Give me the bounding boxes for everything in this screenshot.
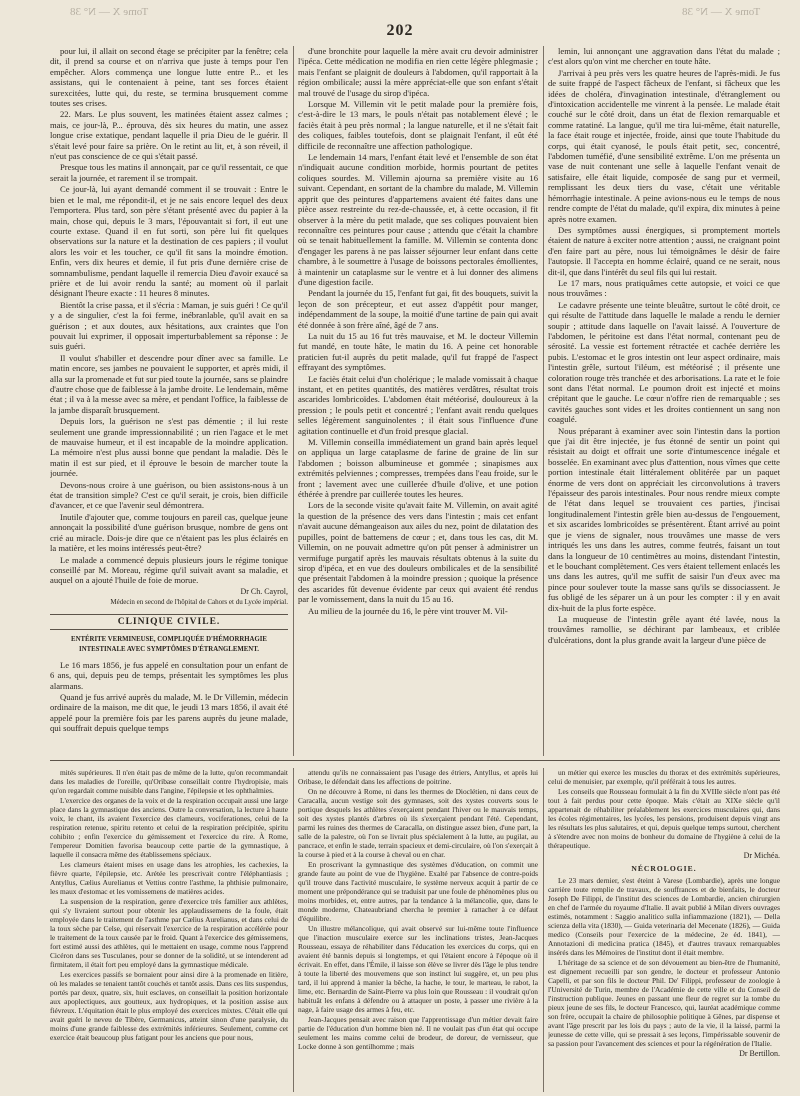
paragraph: Jean-Jacques pensait avec raison que l'apprentissage d'un métier devait faire partie de l'éducation d'un homme bien né. Il ne voulait pas d'un état qui occupe seulement les mains comme celui de brodeur, de doreur, de vernisseur, que Locke donne à son gentilhomme ; mais — [298, 1015, 538, 1051]
paragraph: Il voulut s'habiller et descendre pour dîner avec sa famille. Le matin encore, ses jambes ne pouvaient le supporter, et après midi, il alla sur la promenade et fut sur pied toute la journée, sans se plaindre d'autre chose que de faiblesse à la jambe droite. Le lendemain, même état ; il va à la messe avec sa mère, et pendant l'office, la faiblesse de la jambe disparaît brusquement. — [50, 352, 288, 415]
paragraph: Le faciès était celui d'un cholérique ; le malade vomissait à chaque instant, et en petites quantités, des matières verdâtres, résultat trois ascarides lombricoïdes. L'abdomen était météorisé, douloureux à la pression ; le pouls petit et concentré ; l'enfant avait rendu quelques selles légèrement sanguinolentes ; il était sous l'influence d'une agitation continuelle et d'un froid presque glacial. — [298, 373, 538, 436]
clinic-paragraphs — [50, 660, 288, 734]
section-divider — [50, 760, 780, 761]
paragraph: Nous préparant à examiner avec soin l'intestin dans la portion que j'ai dit être injectée, je fus étonné de sentir un point qui résistait au doigt et offrait une sorte d'intumescence inégale et bosselée. En examinant avec plus d'attention, nous vîmes que cette portion intestinale était littéralement oblitérée par un paquet énorme de vers dont on appréciait les circonvolutions à travers l'épaisseur des parois intestinales. Pour nous rendre mieux compte de l'état dans lequel se trouvaient ces parties, j'incisai longitudinalement l'intestin grêle bien au-dessus de l'engouement, et six ascarides lombricoïdes se présentèrent. Étant arrivé au point que je viens de signaler, nous trouvâmes une masse de vers intriqués les uns dans les autres, comme feutrés, faisant un tout dans la longueur de 10 centimètres au moins, distendant l'intestin, et le bouchant complètement. Ces vers étaient tellement enlacés les uns dans les autres, qu'il me suffit de saisir l'un d'eux avec ma pince pour soulever toute la masse sans qu'ils se dissociassent. Je fus obligé de les séparer un à un pour les compter : il y en avait dix-huit de la plus forte espèce. — [548, 425, 780, 613]
paragraph: Depuis lors, la guérison ne s'est pas démentie ; il lui reste seulement une grande impressionnabilité ; un rien l'agace et le met de mauvaise humeur, et il est incapable de la moindre application. La mémoire n'est plus aussi bonne que pendant la maladie. Dès le matin il est sur pied, et il éprouve le besoin de marcher toute la journée. — [50, 416, 288, 479]
lower-column-1 — [50, 768, 288, 1092]
column-divider — [543, 768, 544, 1092]
show-through-header-left: Tome X — N° 38 — [70, 6, 149, 18]
paragraph: Inutile d'ajouter que, comme toujours en pareil cas, quelque jeune annonçait la possibilité d'une guérison brusque, nombre de gens ont crié au miracle. Dois-je dire que ce n'étaient pas les plus éclairés en la matière, et les moins intéressés peut-être? — [50, 511, 288, 554]
obituary-paragraphs — [548, 876, 780, 1048]
page-number: 202 — [386, 22, 414, 39]
paragraph: pour lui, il allait on second étage se précipiter par la fenêtre; cela dit, il prend sa course et on n'arriva que juste à temps pour l'en empêcher. Alors commença une longue lutte entre P... et les assistans, qui le contenaient à peine, tant ses forces étaient surexcitées, lutte qui, du reste, se termina brusquement comme toutes ses crises. — [50, 46, 288, 109]
lower-column-2-paragraphs — [298, 768, 538, 1051]
paragraph: Un illustre mélancolique, qui avait observé sur lui-même toute l'influence que l'inaction musculaire exerce sur les inclinations tristes, Jean-Jacques Rousseau, essaya de réhabiliter dans l'éducation les exercices du corps, qui en avaient été bannis depuis si longtemps, et qui l'étaient encore à l'époque où il écrivait. En effet, dans l'Émile, il laisse son élève se livrer dès l'âge le plus tendre à toute la liberté des mouvemens que son instinct lui suggère, et, un peu plus tard, il lui apprend à manier la bêche, la hache, le tour, le marteau, le rabot, la lime, etc. Bernardin de Saint-Pierre va plus loin que Rousseau : il voudrait qu'on habituât les enfans à défendre ou à attaquer un poste, à passer une rivière à la nage, à faire usage des armes à feu, etc. — [298, 924, 538, 1014]
paragraph: Le 17 mars, nous pratiquâmes cette autopsie, et voici ce que nous trouvâmes : — [548, 277, 780, 299]
lower-column-1-paragraphs — [50, 768, 288, 1042]
paragraph: Lors de la seconde visite qu'avait faite M. Villemin, on avait agité la question de la présence des vers dans l'intestin ; mais cet enfant n'avait aucune démangeaison aux ailes du nez, point de dilatation des pupilles, point de battemens de cœur ; et, dans tous les cas, dit M. Villemin, on ne pouvait admettre qu'on pût penser à administrer un vermifuge purgatif après les mauvais résultats obtenus à la suite du sirop d'ipéca, et en vue des douleurs ombilicales et de la sensibilité que présentait l'abdomen à la moindre pression ; quoique la présence des ascarides fût devenue évidente par ceux qui avaient été rendus par le vomissement, dans la nuit du 15 au 16. — [298, 500, 538, 605]
obituary-signature: Dr Bertillon. — [739, 1049, 780, 1058]
paragraph: La suspension de la respiration, genre d'exercice très familier aux athlètes, qui s'y livraient surtout pour obtenir les applaudissemens de la foule, était employée dans le traitement de l'asthme par Cælius Aurelianus, et dans celui de la toux sèche par Celse, qui réservait l'exercice de la respiration accélérée pour le traitement de la toux causée par le froid. Quant à l'exercice des gémissemens, fort estimé aussi des athlètes, qui le mettaient en usage, comme nous l'apprend Cicéron dans ses Tusculanes, pour se donner de la solidité, ut se intenderent ad firmitatem, il était fort peu employé dans la gymnastique médicale. — [50, 897, 288, 969]
column-1-paragraphs — [50, 46, 288, 586]
paragraph: Le 23 mars dernier, s'est éteint à Varese (Lombardie), après une longue carrière toute remplie de travaux, de souffrances et de bienfaits, le docteur Joseph De Filippi, de l'institut des sciences de Lombardie, ancien chirurgien en chef de l'armée du royaume d'Italie. Il avait publié à Milan divers ouvrages estimés, notamment : Saggio analitico sulla infiammazione (1821), — Della scienza della vita (1830), — Guida veterinaria del Mecenate (1826), — Guida medico (Conseils pour l'exercice de la médecine, 2e éd. 1841), — Annotazioni di medicina pratica (1845), et d'autres travaux remarquables insérés dans les Mémoires de l'institut dont il était membre. — [548, 876, 780, 957]
section-subtitle: ENTÉRITE VERMINEUSE, COMPLIQUÉE D'HÉMORRHAGIE INTESTINALE AVEC SYMPTÔMES D'ÉTRANGLEMENT. — [71, 635, 267, 654]
signature-title: Médecin en second de l'hôpital de Cahors et du Lycée impérial. — [110, 598, 288, 607]
paragraph: M. Villemin conseilla immédiatement un grand bain après lequel on appliqua un large cataplasme de farine de graine de lin sur l'abdomen ; boisson albumineuse et gommée ; sinapismes aux extrémités pelviennes ; compresses, trempées dans l'eau froide, sur le front ; lavement avec une cuillerée d'huile d'olive, et une potion éthérée à prendre par cuillerée toutes les heures. — [298, 437, 538, 500]
paragraph: un métier qui exerce les muscles du thorax et des extrémités supérieures, celui de menuisier, par exemple, qu'il préférait à tous les autres. — [548, 768, 780, 786]
column-3 — [548, 46, 780, 756]
paragraph: Ce jour-là, lui ayant demandé comment il se trouvait : Entre le bien et le mal, me répondit-il, et je ne sais encore lequel des deux l'emportera. Plus tard, son père s'étant présenté avec du papier à la main, chose qui, depuis le 3 mars, l'épouvantait si fort, il eut une courte extase. Quand il en fut sorti, son père lui fit quelques observations sur la nature et la destination de ces papiers ; il voulut alors les voir et les toucher, ce qu'il fit sans la moindre émotion. Enfin, vers dix heures et demie, il fut pris d'une dernière crise de somnambulisme, pendant laquelle il remercia Dieu d'avoir exaucé sa prière et de lui avoir rendu la santé; au moment où il parlait désignant l'heure exacte : 11 heures 8 minutes. — [50, 184, 288, 299]
lower-column-3 — [548, 768, 780, 1092]
paragraph: L'exercice des organes de la voix et de la respiration occupait aussi une large place dans la gymnastique des anciens. Outre la conversation, la lecture à haute voix, le chant, ils avaient l'exercice des clameurs, vociferationes, celui de la respiration retenue, spiritu retento et celui de la respiration précipitée, spiritu cohibito ; enfin l'exercice du gémissement et l'exercice du rire. À Rome, l'empereur Domitien favorisa beaucoup cette partie de la gymnastique, à laquelle il consacra même des établissemens spéciaux. — [50, 796, 288, 859]
paragraph: Bientôt la crise passa, et il s'écria : Maman, je suis guéri ! Ce qu'il y a de singulier, c'est la foi ferme, inébranlable, qu'il avait en sa guérison ; et aux doutes, aux hésitations, aux craintes que l'on pouvait lui exprimer, il opposait imperturbablement sa réponse : Je suis guéri. — [50, 299, 288, 352]
paragraph: La muqueuse de l'intestin grêle ayant été lavée, nous la trouvâmes ramollie, se déchirant par lambeaux, et criblée d'ulcérations, dont la plus grande avait la largeur d'une pièce de — [548, 613, 780, 645]
paragraph: Le cadavre présente une teinte bleuâtre, surtout le côté droit, ce qui résulte de l'attitude dans laquelle le malade a rendu le dernier soupir ; attitude dans laquelle on l'avait laissé. A l'ouverture de l'abdomen, le péritoine est dans l'état normal, contenant peu de sérosité. La vessie est fortement rétractée et cachée derrière les pubis. L'estomac et le gros intestin ont leur aspect ordinaire, mais l'intestin grêle, surtout l'iléum, est météorisé ; il présente une coloration rouge très tranchée et des arborisations. La rate et le foie sont dans l'état normal. Le poumon droit est injecté et moins crépitant que le gauche. Le cœur n'offre rien de remarquable ; ses cavités gauches sont vides et les droites contiennent un sang non coagulé. — [548, 299, 780, 425]
signature-name: Dr Ch. Cayrol, — [240, 586, 288, 596]
paragraph: Les clameurs étaient mises en usage dans les atrophies, les cachexies, la fièvre quarte, l'épilepsie, etc. Arétée les prescrivait contre l'éléphantiasis ; Antyllus, Cælius Aurelianus et Vettius contre l'asthme, la phthisie pulmonaire, les maux d'estomac et les vomissemens de matières acides. — [50, 860, 288, 896]
paragraph: d'une bronchite pour laquelle la mère avait cru devoir administrer l'ipéca. Cette médication ne modifia en rien cette légère phlegmasie ; mais l'enfant se plaignit de douleurs à l'abdomen, qu'il rapportait à la région ombilicale; aussi la mère appréciat-elle que son enfant s'était mal trouvé de l'usage du sirop d'ipéca. — [298, 46, 538, 98]
paragraph: En proscrivant la gymnastique des systèmes d'éducation, on commit une grande faute au point de vue de l'hygiène. Exalté par l'absence de contre-poids qu'il trouve dans l'activité musculaire, le système nerveux acquit à partir de ce moment une prépondérance qui se traduisit par une foule de phénomènes plus ou moins morbides, et, entre autres, par la tendance à la mélancolie, que, dans le monde moderne, Chateaubriand chercha le premier à rattacher à ce défaut d'équilibre. — [298, 860, 538, 923]
paragraph: 22. Mars. Le plus souvent, les matinées étaient assez calmes ; mais, ce jour-là, P... éprouva, dès six heures du matin, une assez longue crise extatique, pendant laquelle il pria Dieu de le guérir. Il s'était levé pour faire sa prière. On le retint au lit, et, à son réveil, il n'eut pas conscience de ce qui s'était passé. — [50, 109, 288, 162]
paragraph: Le 16 mars 1856, je fus appelé en consultation pour un enfant de 6 ans, qui, depuis peu de temps, présentait les symptômes les plus alarmans. — [50, 659, 288, 691]
paragraph: attendu qu'ils ne connaissaient pas l'usage des étriers, Antyllus, et après lui Oribase, le défendait dans les affections de poitrine. — [298, 768, 538, 786]
column-1 — [50, 46, 288, 756]
paragraph: Au milieu de la journée du 16, le père vint trouver M. Vil- — [308, 605, 508, 616]
column-divider — [293, 768, 294, 1092]
show-through-header-right: Tome X — N° 38 — [681, 6, 760, 18]
column-2-paragraphs — [298, 46, 538, 616]
lower-column-2 — [298, 768, 538, 1092]
paragraph: Quand je fus arrivé auprès du malade, M. le Dr Villemin, médecin ordinaire de la maison, me dit que, le jeudi 13 mars 1856, il avait été appelé pour la première fois par les parens auprès du jeune malade, qui souffrait depuis quelque temps — [50, 691, 288, 734]
lower-signature: Dr Michéa. — [743, 851, 780, 860]
paragraph: Le malade a commencé depuis plusieurs jours le régime tonique conseillé par M. Moreau, régime qu'il suivait avant sa maladie, et auquel on a ajouté l'huile de foie de morue. — [50, 554, 288, 586]
column-divider — [293, 46, 294, 756]
paragraph: Presque tous les matins il annonçait, par ce qu'il ressentait, ce que serait la journée, et rarement il se trompait. — [50, 162, 288, 183]
lower-column-3-paragraphs — [548, 768, 780, 850]
paragraph: Les exercices passifs se bornaient pour ainsi dire à la promenade en litière, où les malades se tenaient tantôt couchés et tantôt assis. Dans ces lits suspendus, portés par deux, quatre, six, huit esclaves, on conseillait la position horizontale aux apoplectiques, aux goutteux, aux hydropiques, et la position assise aux fiévreux. L'équitation était le plus employé des exercices mixtes. C'était elle qui avait guéri le neveu de Tibère, Germanicus, atteint sinon d'une paralysie, du moins d'une grande faiblesse des extrémités inférieures. Seulement, comme cet exercice était beaucoup plus fatigant pour les anciens que pour nous, — [50, 970, 288, 1042]
paragraph: L'héritage de sa science et de son dévouement au bien-être de l'humanité, est dignement recueilli par son gendre, le docteur et professeur Antonio Capelli, et par son fils le docteur Phil. De' Filippi, professeur de zoologie à l'Université de Turin, membre de l'Académie de cette ville et du Conseil de l'instruction publique. Jeunes en passant une fleur de regret sur la tombe du pieux jeune de ses fils, le docteur Francesco, qui, lauréat académique comme son frère, occupait la chaire de philosophie politique à Gênes, par dispense et avant l'âge prescrit par les lois du pays ; auto de la vie, il la laissé, parmi la jeunesse de cette ville, qui se pressait à ses leçons, l'impérissable souvenir de sa passion pour l'avancement des sciences et pour la régénération de l'Italie. — [548, 958, 780, 1048]
paragraph: J'arrivai à peu près vers les quatre heures de l'après-midi. Je fus de suite frappé de l'aspect fâcheux de l'enfant, si fâcheux que les idées de choléra, d'invagination intestinale, d'étranglement ou d'intoxication accidentelle me vinrent à la pensée. Le malade était couché sur le côté droit, dans un état de flexion remarquable et comme ratatiné. La langue, qu'il me tira lui-même, était naturelle, la face était rouge et injectée, froide, ainsi que toute l'habitude du corps, qui était cyanosé, le pouls était petit, sec, concentré, l'abdomen tuméfié, d'une sensibilité extrême. L'on me présenta un vase de nuit contenant une selle à laquelle l'enfant venait de satisfaire, elle était liquide, composée de sang pur et vermeil, remplissant les deux tiers du vase, c'était une véritable hémorrhagie intestinale. A peine avions-nous eu le temps de nous rendre compte de l'état du malade, qu'il expira, dix minutes à peine après notre examen. — [548, 67, 780, 224]
paragraph: Les conseils que Rousseau formulait à la fin du XVIIIe siècle n'ont pas été tout à fait perdus pour cette époque. Mais c'était au XIXe siècle qu'il appartenait de réhabiliter préalablement les exercices musculaires qui, dans les écoles régimentaires, les lycées, les pensions, produisent depuis vingt ans les résultats les plus salutaires, et qui, depuis quelque temps surtout, cherchent à s'étendre avec non moins de bonheur du domaine de l'hygiène à celui de la thérapeutique. — [548, 787, 780, 850]
paragraph: mités supérieures. Il n'en était pas de même de la lutte, qu'on recommandait dans les maladies de l'oreille, qu'Oribase conseillait contre l'hydropisie, mais qu'on regardait comme nuisible dans l'angine, l'épilepsie et les ophthalmies. — [50, 768, 288, 795]
obituary-title: NÉCROLOGIE. — [631, 864, 697, 873]
paragraph: Des symptômes aussi énergiques, si promptement mortels étaient de nature à exciter notre attention ; aussi, ne craignant point d'en faire part au père, nous lui témoignâmes le désir de faire l'autopsie. Il l'accepta en homme éclairé, quand ce ne serait, nous dit-il, que dans l'intérêt du seul fils qui lui restait. — [548, 224, 780, 277]
paragraph: On ne découvre à Rome, ni dans les thermes de Dioclétien, ni dans ceux de Caracalla, aucun vestige soit des gymnases, soit des xystes couverts sous le portique desquels les athlètes s'exerçaient pendant l'hiver ou le mauvais temps, soit des xystes plantés d'arbres où ils s'exerçaient pendant l'été. Cependant, parmi les ruines des thermes de Caracalla, on distingue assez bien, d'une part, la salle de la palestre, où l'on se livrait plus spécialement à la lutte, au pugilat, au pancrace, et enfin le stade, terrain spacieux et demi-circulaire, où l'on s'exerçait à la course à pied et à la course à cheval ou en char. — [298, 787, 538, 859]
signature — [50, 587, 288, 608]
column-3-paragraphs — [548, 46, 780, 645]
column-divider — [543, 46, 544, 756]
paragraph: Pendant la journée du 15, l'enfant fut gai, fit des bouquets, suivit la leçon de son précepteur, et eut assez d'appétit pour manger, indépendamment de la soupe, la moitié d'une tartine de pain qui avait été donnée à son frère aîné, âgé de 7 ans. — [298, 288, 538, 330]
paragraph: La nuit du 15 au 16 fut très mauvaise, et M. le docteur Villemin fut mandé, en toute hâte, le matin du 16. A peine cet honorable praticien fut-il auprès du petit malade, qu'il fut frappé de l'aspect effrayant des symptômes. — [298, 330, 538, 373]
paragraph: Le lendemain 14 mars, l'enfant était levé et l'ensemble de son état n'indiquait aucune condition morbide, hormis pourtant de petites coliques sourdes. M. Villemin ajourna sa première visite au 16 suivant. Cependant, en sortant de la chambre du malade, M. Villemin apprit que des peintures d'appartemens avaient été faites dans une pièce assez restreinte du rez-de-chaussée, et, à cette occasion, il fit observer à la mère du petit malade, que ses coliques pouvaient bien reconnaître ces peintures pour cause ; attendu que c'était la chambre où se tenait habituellement la famille. M. Villemin se contenta donc d'engager les parens à ne pas laisser séjourner leur enfant dans cette chambre, à le soumettre à l'usage de boissons pectorales émollientes, à maintenir un cataplasme sur le ventre et à lui donner des alimens d'une digestion facile. — [298, 152, 538, 287]
paragraph: lemin, lui annonçant une aggravation dans l'état du malade ; c'est alors qu'on vint me chercher en toute hâte. — [548, 46, 780, 67]
paragraph: Devons-nous croire à une guérison, ou bien assistons-nous à un état de transition simple? C'est ce qu'il serait, je crois, bien difficile d'avancer, et ce que l'avenir seul démontrera. — [50, 479, 288, 511]
section-title: CLINIQUE CIVILE. — [50, 614, 288, 630]
column-2 — [298, 46, 538, 756]
paragraph: Lorsque M. Villemin vit le petit malade pour la première fois, c'est-à-dire le 13 mars, le pouls n'était pas notablement élevé ; le faciès était à peu près normal ; la langue naturelle, et il ne s'était fait des coliques, faibles toutefois, dont se plaignait l'enfant, il eût été difficile de reconnaître une affection pathologique. — [298, 99, 538, 151]
